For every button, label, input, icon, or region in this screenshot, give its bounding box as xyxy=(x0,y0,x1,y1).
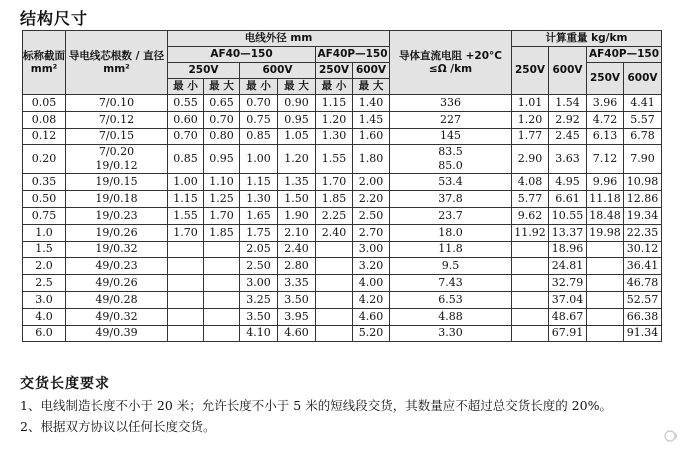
table-cell: 7/0.20 19/0.12 xyxy=(66,145,168,174)
table-cell: 49/0.39 xyxy=(66,325,168,342)
table-cell: 2.50 xyxy=(353,207,390,224)
table-cell: 6.0 xyxy=(23,325,66,342)
table-cell: 4.41 xyxy=(624,95,662,112)
table-cell: 9.5 xyxy=(390,258,512,275)
table-cell: 4.10 xyxy=(240,325,278,342)
header-600v: 600V xyxy=(240,63,316,79)
table-cell: 3.35 xyxy=(278,275,316,292)
table-cell: 3.95 xyxy=(278,308,316,325)
table-cell xyxy=(512,258,549,275)
table-row xyxy=(23,258,662,275)
note-2: 2、根据双方协议以任何长度交货。 xyxy=(20,419,216,434)
table-cell: 4.60 xyxy=(353,308,390,325)
table-cell: 3.50 xyxy=(278,291,316,308)
header-weight-250v: 250V xyxy=(512,47,549,95)
table-row xyxy=(23,95,662,112)
table-cell: 19/0.15 xyxy=(66,174,168,191)
header-min: 最 小 xyxy=(316,79,353,95)
table-cell: 66.38 xyxy=(624,308,662,325)
table-cell xyxy=(204,241,240,258)
table-cell: 4.72 xyxy=(587,111,624,128)
table-cell xyxy=(168,325,204,342)
table-cell: 6.78 xyxy=(624,128,662,145)
table-cell: 0.05 xyxy=(23,95,66,112)
table-cell xyxy=(587,308,624,325)
table-cell: 19/0.23 xyxy=(66,207,168,224)
table-cell: 3.00 xyxy=(353,241,390,258)
table-cell xyxy=(316,291,353,308)
table-row xyxy=(23,241,662,258)
table-cell: 32.79 xyxy=(549,275,587,292)
table-cell: 1.15 xyxy=(168,191,204,208)
table-cell xyxy=(168,308,204,325)
table-cell xyxy=(316,241,353,258)
table-cell: 37.8 xyxy=(390,191,512,208)
table-cell: 2.0 xyxy=(23,258,66,275)
table-cell: 7/0.15 xyxy=(66,128,168,145)
table-cell: 4.60 xyxy=(278,325,316,342)
table-cell xyxy=(204,291,240,308)
table-cell: 49/0.32 xyxy=(66,308,168,325)
table-cell xyxy=(204,308,240,325)
table-cell: 7/0.12 xyxy=(66,111,168,128)
table-cell xyxy=(512,275,549,292)
table-cell: 3.96 xyxy=(587,95,624,112)
table-cell: 13.37 xyxy=(549,224,587,241)
table-cell: 1.20 xyxy=(316,111,353,128)
header-af40-150: AF40—150 xyxy=(168,47,316,63)
table-cell: 0.70 xyxy=(240,95,278,112)
table-cell: 3.63 xyxy=(549,145,587,174)
table-cell: 1.54 xyxy=(549,95,587,112)
table-cell: 0.95 xyxy=(204,145,240,174)
table-cell: 1.65 xyxy=(240,207,278,224)
table-cell: 1.25 xyxy=(204,191,240,208)
table-cell: 2.5 xyxy=(23,275,66,292)
header-weight: 计算重量 kg/km xyxy=(512,31,662,47)
table-cell: 11.18 xyxy=(587,191,624,208)
table-cell: 5.20 xyxy=(353,325,390,342)
watermark-logo-icon xyxy=(663,429,683,443)
header-min: 最 小 xyxy=(168,79,204,95)
table-cell: 18.48 xyxy=(587,207,624,224)
table-cell: 0.75 xyxy=(23,207,66,224)
table-cell: 10.55 xyxy=(549,207,587,224)
table-cell xyxy=(316,258,353,275)
table-row xyxy=(23,207,662,224)
table-row xyxy=(23,191,662,208)
table-row xyxy=(23,111,662,128)
table-cell: 1.85 xyxy=(204,224,240,241)
table-cell: 48.67 xyxy=(549,308,587,325)
table-cell: 3.25 xyxy=(240,291,278,308)
table-row xyxy=(23,224,662,241)
table-cell: 1.20 xyxy=(512,111,549,128)
table-cell: 2.80 xyxy=(278,258,316,275)
table-cell: 2.70 xyxy=(353,224,390,241)
table-cell: 0.75 xyxy=(240,111,278,128)
header-af40p-150: AF40P—150 xyxy=(316,47,390,63)
table-cell xyxy=(512,325,549,342)
table-cell: 2.50 xyxy=(240,258,278,275)
table-cell: 1.80 xyxy=(353,145,390,174)
header-250v: 250V xyxy=(168,63,240,79)
table-cell: 3.50 xyxy=(240,308,278,325)
table-cell: 4.00 xyxy=(353,275,390,292)
table-cell: 18.96 xyxy=(549,241,587,258)
table-cell: 11.92 xyxy=(512,224,549,241)
table-cell: 7.12 xyxy=(587,145,624,174)
header-w-p-600v: 600V xyxy=(624,63,662,95)
table-cell: 7.90 xyxy=(624,145,662,174)
table-cell: 0.08 xyxy=(23,111,66,128)
table-cell: 53.4 xyxy=(390,174,512,191)
table-cell: 9.96 xyxy=(587,174,624,191)
table-cell: 3.0 xyxy=(23,291,66,308)
table-cell: 49/0.23 xyxy=(66,258,168,275)
table-cell: 0.80 xyxy=(204,128,240,145)
header-max: 最 大 xyxy=(353,79,390,95)
header-max: 最 大 xyxy=(278,79,316,95)
table-cell: 19/0.26 xyxy=(66,224,168,241)
table-cell: 30.12 xyxy=(624,241,662,258)
table-cell xyxy=(168,275,204,292)
table-cell: 12.86 xyxy=(624,191,662,208)
table-cell: 24.81 xyxy=(549,258,587,275)
table-cell xyxy=(316,308,353,325)
table-cell: 1.85 xyxy=(316,191,353,208)
table-cell xyxy=(204,258,240,275)
table-cell: 9.62 xyxy=(512,207,549,224)
table-cell xyxy=(512,241,549,258)
table-cell: 2.40 xyxy=(278,241,316,258)
table-cell: 2.05 xyxy=(240,241,278,258)
table-cell: 4.08 xyxy=(512,174,549,191)
table-row xyxy=(23,308,662,325)
table-cell: 1.60 xyxy=(353,128,390,145)
header-min: 最 小 xyxy=(240,79,278,95)
table-row xyxy=(23,174,662,191)
table-cell xyxy=(587,325,624,342)
table-cell: 336 xyxy=(390,95,512,112)
table-cell xyxy=(512,291,549,308)
table-cell: 67.91 xyxy=(549,325,587,342)
table-cell: 1.70 xyxy=(316,174,353,191)
table-cell: 1.30 xyxy=(316,128,353,145)
table-cell: 91.34 xyxy=(624,325,662,342)
table-cell: 1.90 xyxy=(278,207,316,224)
table-cell: 0.50 xyxy=(23,191,66,208)
table-cell: 1.00 xyxy=(240,145,278,174)
table-cell: 4.20 xyxy=(353,291,390,308)
table-cell: 1.55 xyxy=(316,145,353,174)
table-cell: 11.8 xyxy=(390,241,512,258)
table-cell xyxy=(168,258,204,275)
table-row xyxy=(23,145,662,174)
table-cell: 1.30 xyxy=(240,191,278,208)
table-cell: 1.5 xyxy=(23,241,66,258)
table-cell: 3.20 xyxy=(353,258,390,275)
table-cell: 2.25 xyxy=(316,207,353,224)
note-1: 1、电线制造长度不小于 20 米；允许长度不小于 5 米的短线段交货，其数量应不超过总交货长度的 20%。 xyxy=(20,398,612,413)
table-cell: 23.7 xyxy=(390,207,512,224)
table-cell: 0.85 xyxy=(168,145,204,174)
table-cell: 1.75 xyxy=(240,224,278,241)
table-cell xyxy=(204,275,240,292)
table-cell: 6.61 xyxy=(549,191,587,208)
header-spec: 标称截面 mm² xyxy=(23,31,66,95)
table-cell: 3.30 xyxy=(390,325,512,342)
table-cell: 19/0.18 xyxy=(66,191,168,208)
table-cell: 1.70 xyxy=(204,207,240,224)
table-cell: 1.70 xyxy=(168,224,204,241)
table-cell: 1.00 xyxy=(168,174,204,191)
table-cell: 6.53 xyxy=(390,291,512,308)
table-cell: 46.78 xyxy=(624,275,662,292)
table-cell: 0.85 xyxy=(240,128,278,145)
table-cell: 2.10 xyxy=(278,224,316,241)
table-cell xyxy=(204,325,240,342)
table-cell: 1.15 xyxy=(316,95,353,112)
table-cell: 1.01 xyxy=(512,95,549,112)
table-cell: 83.5 85.0 xyxy=(390,145,512,174)
table-cell: 0.12 xyxy=(23,128,66,145)
table-cell: 0.95 xyxy=(278,111,316,128)
table-cell: 0.35 xyxy=(23,174,66,191)
header-conductor: 导电线芯根数 / 直径 mm² xyxy=(66,31,168,95)
table-cell: 1.77 xyxy=(512,128,549,145)
table-cell: 2.40 xyxy=(316,224,353,241)
table-cell: 19.34 xyxy=(624,207,662,224)
table-cell: 1.45 xyxy=(353,111,390,128)
table-cell: 22.35 xyxy=(624,224,662,241)
table-cell xyxy=(512,308,549,325)
table-cell: 4.88 xyxy=(390,308,512,325)
section-title: 结构尺寸 xyxy=(20,9,89,28)
table-cell: 0.70 xyxy=(204,111,240,128)
table-cell: 6.13 xyxy=(587,128,624,145)
table-cell: 5.77 xyxy=(512,191,549,208)
header-weight-600v: 600V xyxy=(549,47,587,95)
table-cell: 0.20 xyxy=(23,145,66,174)
header-max: 最 大 xyxy=(204,79,240,95)
delivery-title: 交货长度要求 xyxy=(20,376,110,392)
table-cell: 0.70 xyxy=(168,128,204,145)
table-cell: 49/0.28 xyxy=(66,291,168,308)
table-row xyxy=(23,325,662,342)
table-cell: 4.95 xyxy=(549,174,587,191)
header-outer-dia: 电线外径 mm xyxy=(168,31,390,47)
table-cell: 1.05 xyxy=(278,128,316,145)
table-cell: 227 xyxy=(390,111,512,128)
table-cell: 0.55 xyxy=(168,95,204,112)
table-cell: 2.90 xyxy=(512,145,549,174)
table-row xyxy=(23,128,662,145)
table-cell: 0.90 xyxy=(278,95,316,112)
header-weight-af40p: AF40P—150 xyxy=(587,47,662,63)
table-cell: 0.60 xyxy=(168,111,204,128)
table-cell xyxy=(587,275,624,292)
table-cell: 1.15 xyxy=(240,174,278,191)
table-cell xyxy=(168,241,204,258)
table-cell: 7/0.10 xyxy=(66,95,168,112)
table-cell: 52.57 xyxy=(624,291,662,308)
spec-table xyxy=(22,30,662,342)
header-w-p-250v: 250V xyxy=(587,63,624,95)
table-cell: 2.00 xyxy=(353,174,390,191)
table-cell xyxy=(587,258,624,275)
table-cell: 10.98 xyxy=(624,174,662,191)
table-cell: 145 xyxy=(390,128,512,145)
table-row xyxy=(23,275,662,292)
table-cell: 19/0.32 xyxy=(66,241,168,258)
table-cell xyxy=(316,325,353,342)
table-cell: 36.41 xyxy=(624,258,662,275)
table-cell: 19.98 xyxy=(587,224,624,241)
table-cell xyxy=(587,291,624,308)
table-cell xyxy=(168,291,204,308)
table-cell: 0.65 xyxy=(204,95,240,112)
table-cell: 2.92 xyxy=(549,111,587,128)
header-p-600v: 600V xyxy=(353,63,390,79)
header-p-250v: 250V xyxy=(316,63,353,79)
header-resistance: 导体直流电阻 +20°C ≤Ω /km xyxy=(390,31,512,95)
table-cell: 18.0 xyxy=(390,224,512,241)
table-row xyxy=(23,291,662,308)
table-cell: 49/0.26 xyxy=(66,275,168,292)
table-cell: 7.43 xyxy=(390,275,512,292)
table-cell: 1.40 xyxy=(353,95,390,112)
table-cell: 5.57 xyxy=(624,111,662,128)
table-cell: 1.10 xyxy=(204,174,240,191)
table-cell: 4.0 xyxy=(23,308,66,325)
table-cell: 2.45 xyxy=(549,128,587,145)
table-cell: 1.55 xyxy=(168,207,204,224)
table-cell: 3.00 xyxy=(240,275,278,292)
table-cell: 1.0 xyxy=(23,224,66,241)
table-cell: 1.50 xyxy=(278,191,316,208)
table-cell xyxy=(316,275,353,292)
table-cell: 37.04 xyxy=(549,291,587,308)
table-cell: 2.20 xyxy=(353,191,390,208)
table-cell: 1.20 xyxy=(278,145,316,174)
table-cell xyxy=(587,241,624,258)
table-cell: 1.35 xyxy=(278,174,316,191)
